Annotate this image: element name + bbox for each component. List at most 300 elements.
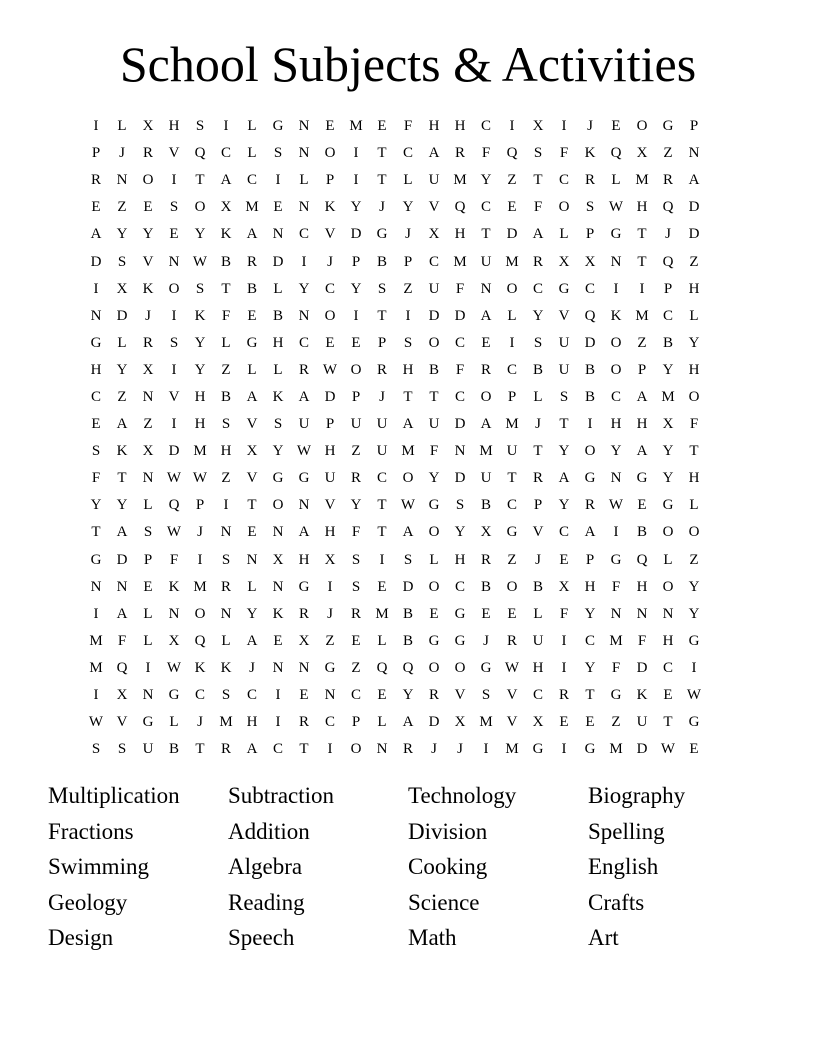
grid-letter: M: [453, 253, 467, 270]
grid-letter: B: [246, 280, 257, 297]
grid-letter: X: [454, 714, 466, 731]
grid-letter: N: [298, 118, 310, 135]
grid-letter: K: [194, 659, 206, 676]
grid-letter: D: [428, 714, 440, 731]
grid-letter: Z: [611, 714, 621, 731]
grid-letter: V: [454, 687, 466, 704]
grid-letter: X: [142, 443, 154, 460]
grid-letter: M: [245, 199, 259, 216]
grid-letter: A: [558, 470, 570, 487]
grid-letter: X: [298, 632, 310, 649]
grid-letter: D: [688, 199, 700, 216]
grid-letter: O: [324, 307, 336, 324]
grid-letter: R: [662, 172, 673, 189]
grid-letter: X: [116, 280, 128, 297]
grid-letter: Y: [532, 307, 544, 324]
grid-letter: G: [90, 334, 102, 351]
grid-letter: N: [376, 741, 388, 758]
grid-letter: U: [506, 443, 518, 460]
grid-letter: P: [585, 226, 595, 243]
grid-letter: O: [636, 118, 648, 135]
grid-letter: N: [324, 687, 336, 704]
grid-letter: L: [273, 361, 283, 378]
grid-letter: C: [324, 280, 335, 297]
grid-letter: R: [90, 172, 101, 189]
grid-letter: H: [688, 470, 700, 487]
grid-letter: H: [584, 578, 596, 595]
grid-letter: Y: [298, 280, 310, 297]
grid-letter: G: [324, 659, 336, 676]
grid-letter: N: [168, 605, 180, 622]
grid-row: [83, 140, 733, 167]
grid-letter: N: [90, 578, 102, 595]
word-bank-item: Reading: [228, 889, 305, 915]
grid-letter: W: [504, 659, 520, 676]
grid-letter: I: [275, 714, 281, 731]
grid-letter: I: [691, 659, 697, 676]
grid-letter: O: [454, 659, 466, 676]
grid-letter: H: [688, 280, 700, 297]
grid-letter: O: [142, 172, 154, 189]
grid-letter: S: [117, 741, 127, 758]
grid-letter: Y: [272, 443, 284, 460]
grid-letter: C: [298, 226, 309, 243]
grid-letter: M: [661, 388, 675, 405]
grid-letter: T: [377, 172, 387, 189]
grid-letter: N: [142, 687, 154, 704]
grid-letter: C: [480, 118, 491, 135]
grid-letter: P: [377, 334, 387, 351]
grid-letter: S: [91, 741, 101, 758]
grid-letter: C: [662, 307, 673, 324]
grid-letter: C: [610, 388, 621, 405]
grid-letter: X: [220, 199, 232, 216]
grid-letter: R: [220, 578, 231, 595]
grid-letter: E: [299, 687, 309, 704]
grid-letter: N: [610, 253, 622, 270]
grid-letter: U: [428, 172, 440, 189]
grid-letter: J: [483, 632, 489, 649]
grid-letter: C: [194, 687, 205, 704]
grid-letter: S: [169, 199, 179, 216]
grid-letter: A: [116, 605, 128, 622]
grid-letter: C: [454, 388, 465, 405]
grid-letter: G: [298, 578, 310, 595]
grid-letter: D: [324, 388, 336, 405]
grid-letter: T: [403, 388, 413, 405]
grid-letter: B: [376, 253, 387, 270]
grid-letter: L: [299, 172, 309, 189]
grid-letter: T: [377, 524, 387, 541]
grid-letter: Q: [376, 659, 388, 676]
grid-letter: N: [454, 443, 466, 460]
grid-letter: A: [584, 524, 596, 541]
grid-letter: R: [506, 632, 517, 649]
grid-letter: V: [168, 388, 180, 405]
grid-letter: M: [349, 118, 363, 135]
grid-letter: M: [401, 443, 415, 460]
grid-letter: J: [197, 714, 203, 731]
grid-letter: O: [584, 443, 596, 460]
grid-letter: R: [480, 361, 491, 378]
grid-letter: E: [507, 199, 517, 216]
grid-letter: A: [116, 524, 128, 541]
grid-letter: W: [660, 741, 676, 758]
grid-letter: N: [220, 524, 232, 541]
grid-letter: Q: [662, 253, 674, 270]
grid-row: [83, 330, 733, 357]
grid-letter: O: [662, 524, 674, 541]
grid-letter: U: [428, 416, 440, 433]
grid-letter: W: [296, 443, 312, 460]
grid-letter: G: [272, 470, 284, 487]
grid-letter: A: [480, 416, 492, 433]
grid-letter: Z: [507, 551, 517, 568]
grid-letter: R: [376, 361, 387, 378]
grid-letter: O: [480, 388, 492, 405]
grid-letter: F: [429, 443, 439, 460]
grid-letter: U: [376, 416, 388, 433]
grid-letter: C: [532, 280, 543, 297]
grid-letter: N: [688, 145, 700, 162]
grid-letter: L: [559, 226, 569, 243]
grid-letter: L: [247, 145, 257, 162]
grid-letter: D: [636, 659, 648, 676]
grid-letter: I: [171, 361, 177, 378]
grid-letter: S: [169, 334, 179, 351]
grid-letter: E: [247, 524, 257, 541]
grid-letter: T: [507, 470, 517, 487]
grid-letter: U: [558, 334, 570, 351]
grid-letter: Z: [221, 470, 231, 487]
grid-letter: N: [246, 551, 258, 568]
grid-letter: R: [350, 470, 361, 487]
grid-letter: V: [246, 470, 258, 487]
grid-letter: T: [195, 741, 205, 758]
grid-letter: C: [350, 687, 361, 704]
grid-letter: U: [480, 470, 492, 487]
grid-letter: L: [117, 118, 127, 135]
grid-letter: O: [558, 199, 570, 216]
grid-row: [83, 438, 733, 465]
grid-letter: E: [351, 632, 361, 649]
grid-letter: H: [90, 361, 102, 378]
grid-letter: R: [402, 741, 413, 758]
grid-letter: R: [246, 253, 257, 270]
grid-letter: K: [636, 687, 648, 704]
word-bank-item: Subtraction: [228, 783, 335, 808]
word-bank-item: Algebra: [228, 854, 303, 880]
grid-letter: F: [91, 470, 101, 487]
grid-letter: J: [535, 551, 541, 568]
grid-letter: M: [375, 605, 389, 622]
grid-letter: Q: [610, 145, 622, 162]
grid-letter: E: [325, 118, 335, 135]
grid-letter: E: [247, 307, 257, 324]
grid-letter: C: [272, 741, 283, 758]
grid-letter: B: [584, 361, 595, 378]
grid-letter: R: [558, 687, 569, 704]
page-title: School Subjects & Activities: [119, 36, 697, 92]
grid-letter: I: [223, 118, 229, 135]
grid-letter: B: [168, 741, 179, 758]
grid-letter: W: [686, 687, 702, 704]
grid-letter: N: [116, 172, 128, 189]
grid-letter: P: [195, 497, 205, 514]
grid-letter: S: [481, 687, 491, 704]
grid-letter: G: [454, 632, 466, 649]
grid-letter: O: [610, 361, 622, 378]
grid-letter: S: [195, 118, 205, 135]
grid-letter: R: [298, 714, 309, 731]
grid-letter: I: [353, 145, 359, 162]
grid-letter: R: [584, 172, 595, 189]
grid-letter: T: [377, 307, 387, 324]
grid-letter: X: [168, 632, 180, 649]
grid-letter: F: [611, 659, 621, 676]
grid-letter: A: [428, 145, 440, 162]
grid-letter: H: [454, 551, 466, 568]
grid-letter: X: [584, 253, 596, 270]
grid-row: [83, 682, 733, 709]
grid-letter: E: [559, 714, 569, 731]
grid-letter: I: [509, 334, 515, 351]
grid-letter: U: [142, 741, 154, 758]
grid-letter: O: [506, 280, 518, 297]
grid-letter: C: [506, 497, 517, 514]
grid-letter: O: [428, 524, 440, 541]
grid-letter: M: [453, 172, 467, 189]
grid-letter: I: [93, 687, 99, 704]
grid-letter: Y: [116, 226, 128, 243]
grid-letter: I: [93, 118, 99, 135]
grid-letter: J: [249, 659, 255, 676]
grid-letter: T: [195, 172, 205, 189]
grid-letter: S: [117, 253, 127, 270]
grid-letter: C: [246, 172, 257, 189]
word-bank-item: Addition: [228, 818, 310, 844]
grid-letter: W: [322, 361, 338, 378]
grid-letter: Z: [117, 388, 127, 405]
grid-letter: A: [246, 226, 258, 243]
grid-letter: Q: [662, 199, 674, 216]
grid-letter: M: [479, 714, 493, 731]
grid-letter: G: [610, 551, 622, 568]
word-bank-item: Division: [408, 818, 488, 844]
grid-letter: C: [376, 470, 387, 487]
grid-letter: G: [636, 470, 648, 487]
grid-letter: S: [273, 416, 283, 433]
grid-letter: J: [587, 118, 593, 135]
grid-letter: L: [663, 551, 673, 568]
grid-letter: Y: [194, 361, 206, 378]
grid-row: [83, 113, 733, 140]
grid-letter: N: [610, 605, 622, 622]
grid-letter: Q: [194, 632, 206, 649]
grid-letter: E: [351, 334, 361, 351]
grid-letter: L: [117, 334, 127, 351]
grid-letter: O: [428, 334, 440, 351]
grid-letter: N: [90, 307, 102, 324]
grid-letter: U: [428, 280, 440, 297]
grid-letter: H: [194, 388, 206, 405]
grid-letter: T: [533, 172, 543, 189]
grid-letter: B: [584, 388, 595, 405]
grid-letter: T: [221, 280, 231, 297]
grid-letter: N: [298, 307, 310, 324]
grid-letter: J: [431, 741, 437, 758]
grid-letter: P: [533, 497, 543, 514]
grid-letter: T: [377, 497, 387, 514]
grid-letter: L: [533, 605, 543, 622]
grid-letter: E: [377, 578, 387, 595]
grid-letter: H: [688, 361, 700, 378]
grid-letter: B: [532, 361, 543, 378]
grid-letter: J: [379, 388, 385, 405]
grid-letter: I: [587, 416, 593, 433]
grid-letter: M: [89, 659, 103, 676]
grid-letter: O: [168, 280, 180, 297]
grid-letter: A: [636, 443, 648, 460]
grid-letter: Z: [689, 253, 699, 270]
grid-letter: R: [584, 497, 595, 514]
grid-letter: S: [585, 199, 595, 216]
grid-letter: L: [221, 334, 231, 351]
grid-letter: J: [119, 145, 125, 162]
grid-letter: G: [428, 632, 440, 649]
grid-letter: B: [272, 307, 283, 324]
grid-letter: I: [93, 280, 99, 297]
grid-row: [83, 221, 733, 248]
word-bank-item: Spelling: [588, 818, 665, 844]
grid-letter: K: [194, 307, 206, 324]
grid-letter: R: [298, 605, 309, 622]
grid-letter: Q: [636, 551, 648, 568]
grid-letter: X: [480, 524, 492, 541]
grid-letter: E: [325, 334, 335, 351]
grid-letter: S: [221, 416, 231, 433]
grid-letter: I: [613, 280, 619, 297]
grid-letter: Q: [454, 199, 466, 216]
grid-letter: M: [193, 443, 207, 460]
grid-letter: C: [584, 632, 595, 649]
grid-letter: O: [350, 741, 362, 758]
grid-letter: G: [688, 714, 700, 731]
grid-letter: C: [324, 714, 335, 731]
grid-letter: N: [272, 226, 284, 243]
grid-letter: L: [377, 632, 387, 649]
grid-letter: V: [246, 416, 258, 433]
grid-letter: F: [689, 416, 699, 433]
grid-letter: U: [324, 470, 336, 487]
grid-letter: S: [91, 443, 101, 460]
grid-letter: Y: [454, 524, 466, 541]
grid-letter: C: [454, 578, 465, 595]
grid-letter: E: [91, 416, 101, 433]
grid-letter: M: [505, 253, 519, 270]
grid-letter: S: [533, 145, 543, 162]
grid-letter: I: [301, 253, 307, 270]
grid-letter: F: [533, 199, 543, 216]
grid-row: [83, 547, 733, 574]
grid-letter: Z: [351, 659, 361, 676]
word-bank-item: Biography: [588, 783, 686, 808]
grid-letter: G: [506, 524, 518, 541]
grid-row: [83, 574, 733, 601]
grid-letter: N: [116, 578, 128, 595]
grid-letter: O: [688, 388, 700, 405]
grid-letter: L: [377, 714, 387, 731]
grid-letter: C: [584, 280, 595, 297]
grid-letter: V: [142, 253, 154, 270]
grid-letter: Z: [507, 172, 517, 189]
grid-row: [83, 736, 733, 763]
grid-letter: Z: [143, 416, 153, 433]
grid-row: [83, 357, 733, 384]
grid-letter: J: [197, 524, 203, 541]
grid-letter: L: [143, 632, 153, 649]
grid-letter: N: [272, 524, 284, 541]
grid-letter: Q: [584, 307, 596, 324]
grid-row: [83, 194, 733, 221]
grid-letter: G: [246, 334, 258, 351]
grid-letter: T: [377, 145, 387, 162]
grid-letter: N: [272, 578, 284, 595]
grid-row: [83, 628, 733, 655]
grid-letter: F: [455, 361, 465, 378]
grid-letter: Y: [480, 172, 492, 189]
grid-letter: L: [689, 497, 699, 514]
grid-letter: X: [272, 551, 284, 568]
grid-letter: J: [327, 253, 333, 270]
grid-letter: C: [246, 687, 257, 704]
grid-letter: C: [558, 172, 569, 189]
grid-letter: Z: [221, 361, 231, 378]
grid-letter: T: [689, 443, 699, 460]
grid-letter: Y: [350, 497, 362, 514]
grid-letter: N: [142, 388, 154, 405]
grid-letter: J: [535, 416, 541, 433]
grid-letter: X: [142, 118, 154, 135]
grid-letter: N: [220, 605, 232, 622]
grid-letter: P: [351, 714, 361, 731]
grid-letter: Q: [168, 497, 180, 514]
grid-letter: E: [143, 199, 153, 216]
grid-letter: J: [405, 226, 411, 243]
grid-letter: K: [142, 280, 154, 297]
grid-letter: H: [428, 118, 440, 135]
grid-letter: B: [220, 253, 231, 270]
grid-letter: Y: [688, 578, 700, 595]
grid-letter: Y: [662, 361, 674, 378]
grid-letter: B: [636, 524, 647, 541]
grid-letter: G: [532, 741, 544, 758]
grid-letter: H: [324, 524, 336, 541]
grid-letter: O: [402, 470, 414, 487]
word-bank-item: Speech: [228, 925, 295, 951]
grid-letter: K: [220, 226, 232, 243]
grid-letter: G: [428, 497, 440, 514]
grid-letter: E: [611, 118, 621, 135]
grid-letter: X: [324, 551, 336, 568]
grid-letter: R: [532, 470, 543, 487]
grid-letter: R: [298, 361, 309, 378]
grid-letter: N: [610, 470, 622, 487]
grid-letter: O: [324, 145, 336, 162]
grid-letter: G: [454, 605, 466, 622]
grid-letter: D: [454, 416, 466, 433]
grid-letter: A: [246, 388, 258, 405]
